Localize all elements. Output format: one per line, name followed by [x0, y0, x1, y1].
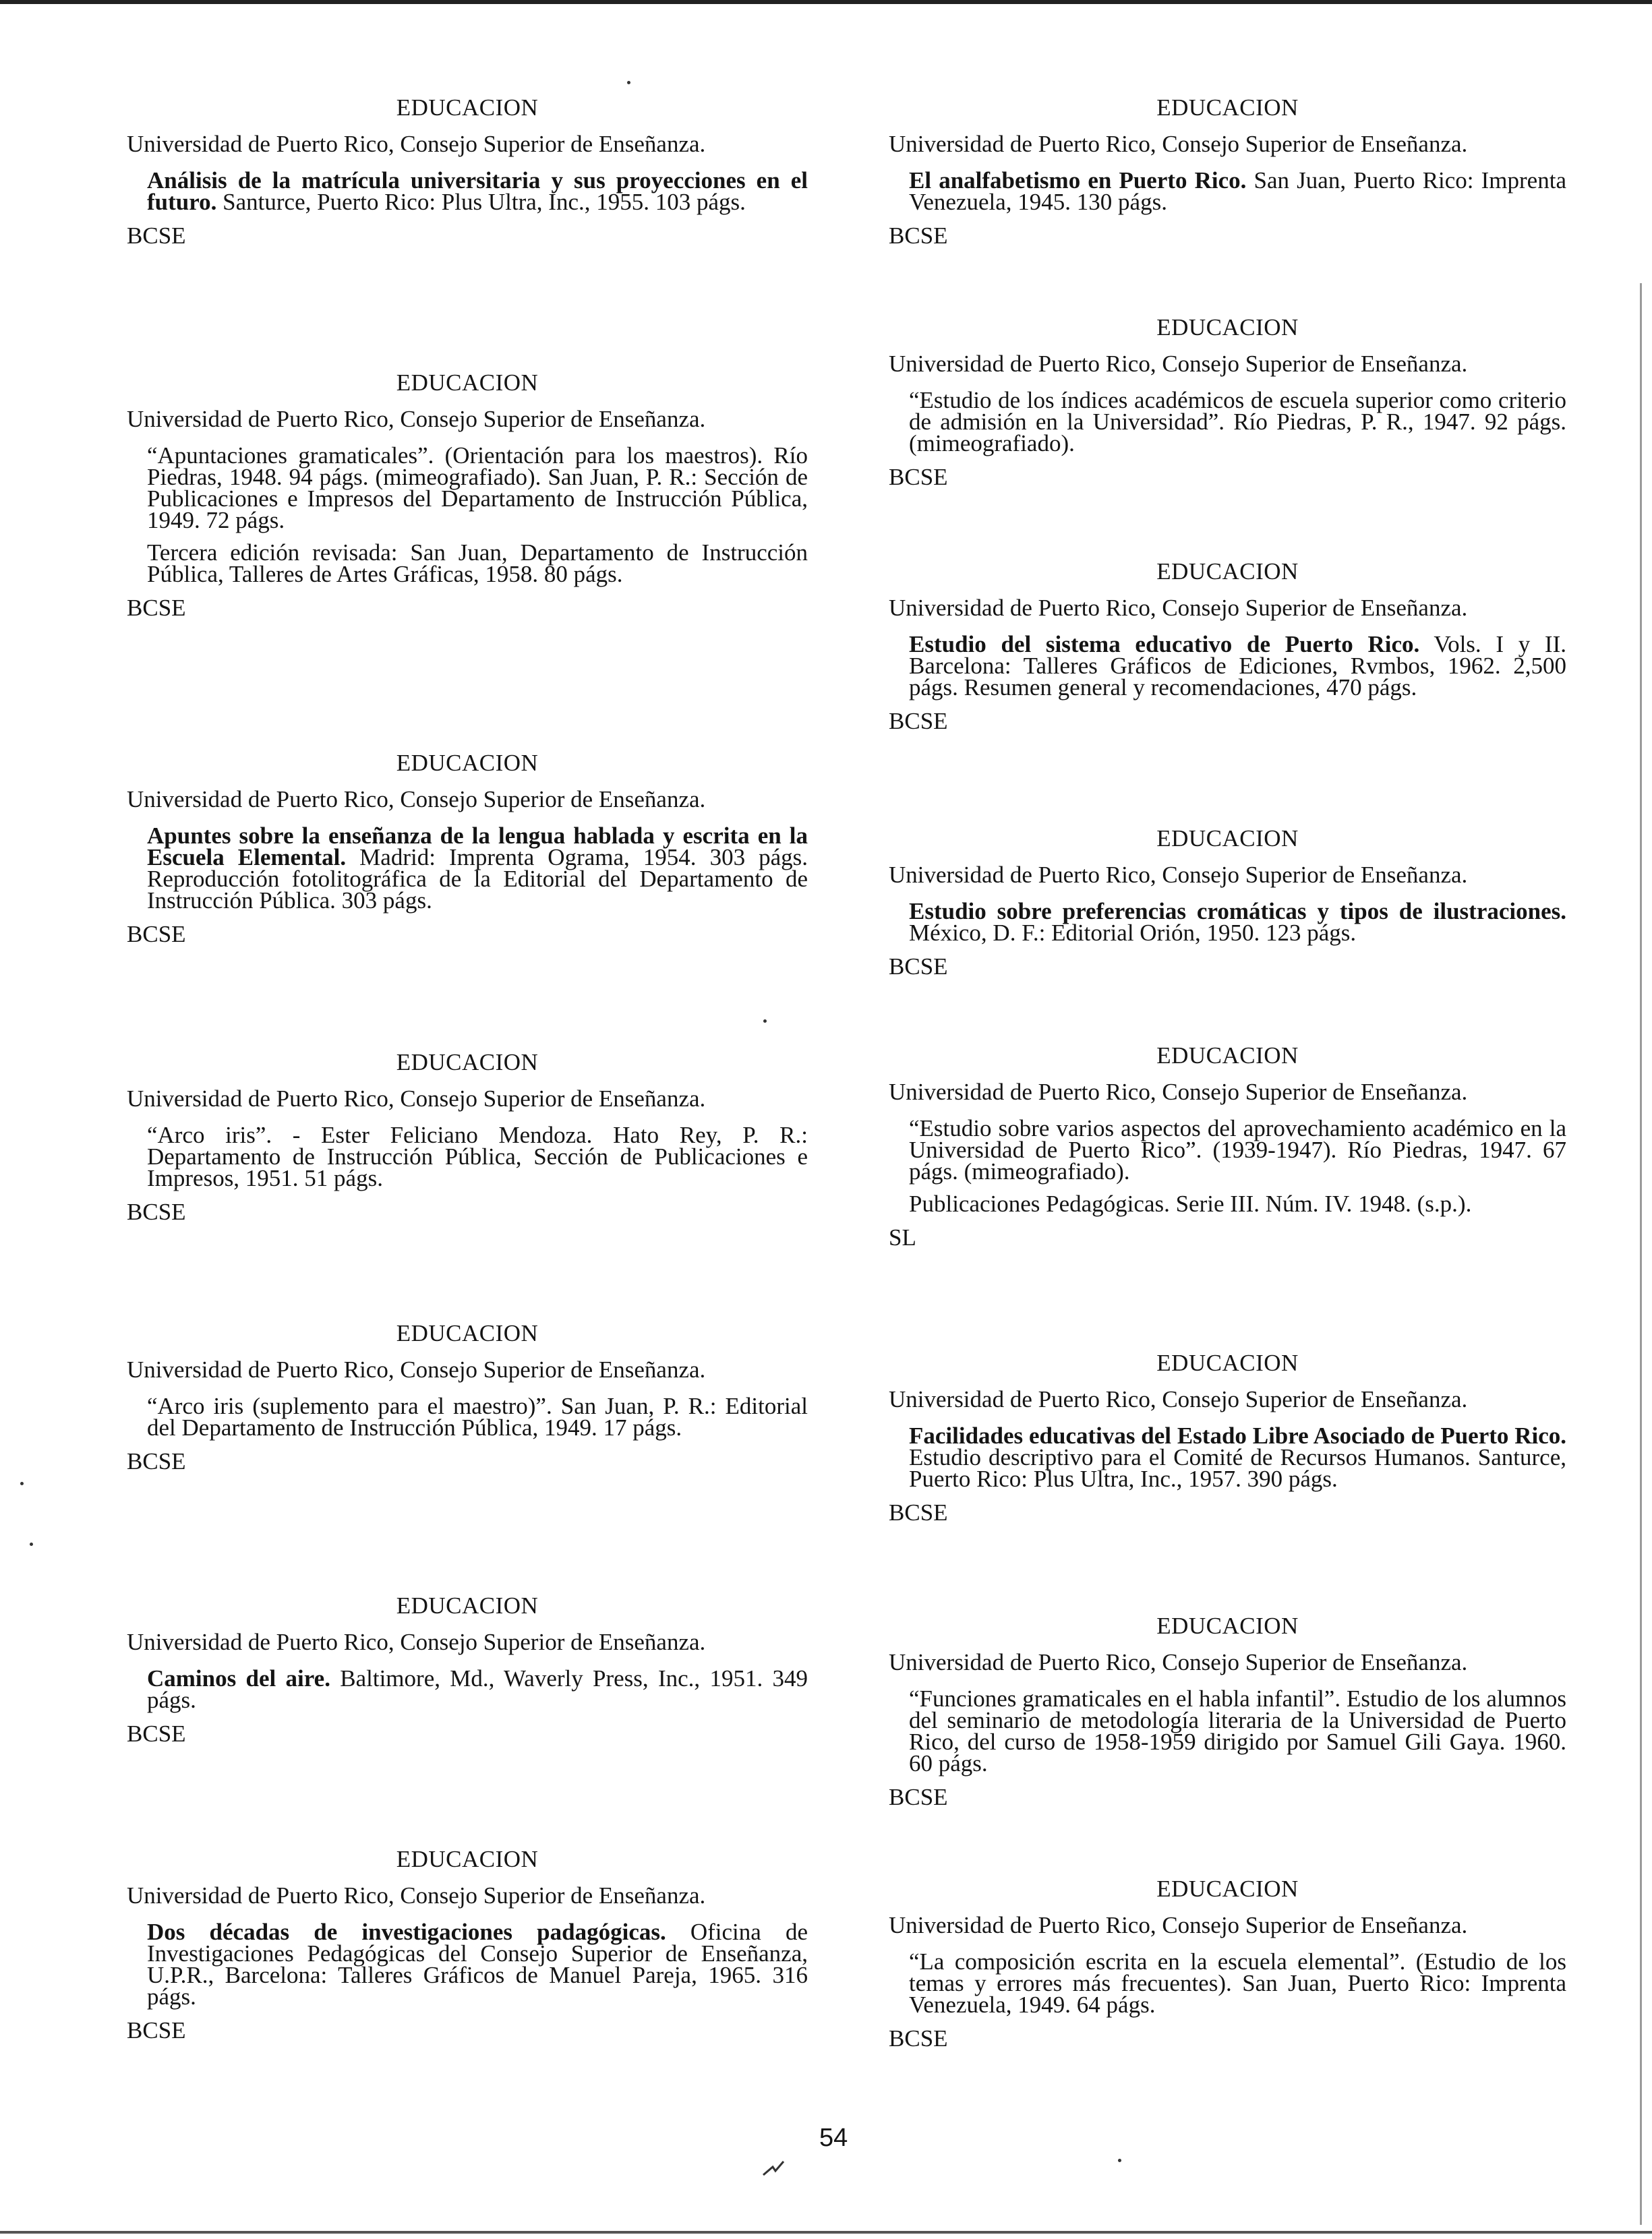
entry-heading: EDUCACION: [396, 94, 539, 121]
entry-title: Apuntes sobre la enseñanza de la lengua hablada y escrita en la Escuela Elemental.: [147, 823, 808, 870]
library-code: BCSE: [127, 2017, 186, 2043]
entry-publication-details: “Estudio de los índices académicos de escuela superior como criterio de admisión en la Universidad”. Río Piedras, P. R., 1947. 92 págs. (mimeografiado).: [909, 387, 1566, 456]
entry-heading: EDUCACION: [1156, 1613, 1299, 1639]
entry-author: Universidad de Puerto Rico, Consejo Superior de Enseñanza.: [127, 1882, 706, 1909]
entry-description: [909, 167, 1566, 215]
entry-publication-details: Madrid: Imprenta Ograma, 1954. 303 págs. Reproducción fotolitográfica de la Editorial del Departamento de Instrucción Pública. 303 págs.: [147, 844, 808, 914]
entry-description: [909, 1425, 1566, 1490]
bibliography-entry: [127, 94, 808, 248]
entry-description: [147, 1122, 808, 1191]
entry-author: Universidad de Puerto Rico, Consejo Superior de Enseñanza.: [889, 131, 1468, 157]
entry-author: Universidad de Puerto Rico, Consejo Superior de Enseñanza.: [889, 862, 1468, 888]
entry-description: [909, 1948, 1566, 2018]
library-code: BCSE: [127, 1721, 186, 1747]
entry-title: Análisis de la matrícula universitaria y sus proyecciones en el futuro.: [147, 167, 808, 215]
bibliography-entry: [889, 1042, 1566, 1250]
library-code: BCSE: [889, 1499, 948, 1526]
bibliography-entry: [127, 1846, 808, 2043]
scan-speck: [20, 1482, 24, 1485]
entry-publication-details: “Estudio sobre varios aspectos del aprovechamiento académico en la Universidad de Puerto Rico”. (1939-1947). Río Piedras, 1947. 67 págs. (mimeografiado).: [909, 1115, 1566, 1185]
entry-heading: EDUCACION: [1156, 825, 1299, 852]
entry-publication-details: “La composición escrita en la escuela elemental”. (Estudio de los temas y errores más frecuentes). San Juan, Puerto Rico: Imprenta Venezuela, 1949. 64 págs.: [909, 1948, 1566, 2018]
page-edge-shadow: [1640, 283, 1642, 2225]
bibliography-entry: [127, 1592, 808, 1746]
entry-title: Estudio sobre preferencias cromáticas y tipos de ilustraciones.: [909, 898, 1566, 924]
bibliography-entry: [127, 750, 808, 947]
entry-title: Estudio del sistema educativo de Puerto Rico.: [909, 631, 1420, 657]
library-code: BCSE: [889, 2025, 948, 2052]
bibliography-entry: [127, 369, 808, 620]
entry-author: Universidad de Puerto Rico, Consejo Superior de Enseñanza.: [889, 1386, 1468, 1412]
scan-speck: [30, 1543, 33, 1546]
entry-description: [909, 387, 1566, 456]
library-code: BCSE: [889, 222, 948, 249]
entry-publication-details: “Apuntaciones gramaticales”. (Orientación para los maestros). Río Piedras, 1948. 94 págs. (mimeografiado). San Juan, P. R.: Sección de Publicaciones e Impresos del Departamento de Instrucción Pública, 1949. 72 págs.: [147, 442, 808, 533]
entry-author: Universidad de Puerto Rico, Consejo Superior de Enseñanza.: [889, 1912, 1468, 1938]
entry-title: Caminos del aire.: [147, 1665, 330, 1692]
entry-publication-details: Estudio descriptivo para el Comité de Recursos Humanos. Santurce, Puerto Rico: Plus Ultra, Inc., 1957. 390 págs.: [909, 1444, 1566, 1492]
entry-title: Dos décadas de investigaciones padagógicas.: [147, 1919, 666, 1945]
entry-heading: EDUCACION: [396, 1320, 539, 1346]
entry-description: [147, 167, 808, 215]
entry-heading: EDUCACION: [1156, 94, 1299, 121]
entry-author: Universidad de Puerto Rico, Consejo Superior de Enseñanza.: [127, 406, 706, 432]
scan-speck: [627, 81, 630, 84]
entry-author: Universidad de Puerto Rico, Consejo Superior de Enseñanza.: [889, 1079, 1468, 1105]
entry-description: [909, 1685, 1566, 1777]
entry-description: [147, 1665, 808, 1713]
entry-edition-note: Publicaciones Pedagógicas. Serie III. Núm. IV. 1948. (s.p.).: [909, 1191, 1472, 1217]
entry-publication-details: “Arco iris (suplemento para el maestro)”. San Juan, P. R.: Editorial del Departamento de Instrucción Pública, 1949. 17 págs.: [147, 1393, 808, 1441]
entry-heading: EDUCACION: [396, 369, 539, 396]
entry-author: Universidad de Puerto Rico, Consejo Superior de Enseñanza.: [127, 1085, 706, 1112]
entry-author: Universidad de Puerto Rico, Consejo Superior de Enseñanza.: [127, 131, 706, 157]
bibliography-entry: [889, 1613, 1566, 1810]
entry-publication-details: Santurce, Puerto Rico: Plus Ultra, Inc., 1955. 103 págs.: [216, 189, 746, 215]
entry-publication-details: Oficina de Investigaciones Pedagógicas del Consejo Superior de Enseñanza, U.P.R., Barcelona: Talleres Gráficos de Manuel Pareja, 1965. 316 págs.: [147, 1919, 808, 2010]
library-code: BCSE: [127, 921, 186, 947]
bibliography-entry: [889, 825, 1566, 979]
entry-heading: EDUCACION: [1156, 1042, 1299, 1069]
bibliography-entry: [889, 94, 1566, 248]
bibliography-entry: [889, 1350, 1566, 1525]
bibliography-entry: [889, 558, 1566, 734]
library-code: BCSE: [889, 953, 948, 980]
scan-speck: [1118, 2159, 1121, 2162]
entry-description: [909, 898, 1566, 946]
entry-author: Universidad de Puerto Rico, Consejo Superior de Enseñanza.: [889, 1649, 1468, 1675]
entry-heading: EDUCACION: [396, 1592, 539, 1619]
entry-description: [909, 631, 1566, 700]
bibliography-entry: [127, 1320, 808, 1474]
library-code: BCSE: [889, 1784, 948, 1810]
entry-author: Universidad de Puerto Rico, Consejo Superior de Enseñanza.: [889, 351, 1468, 377]
entry-description: [147, 1393, 808, 1441]
entry-description: [909, 1115, 1566, 1185]
bibliography-entry: [127, 1049, 808, 1224]
entry-edition-note: Tercera edición revisada: San Juan, Departamento de Instrucción Pública, Talleres de Artes Gráficas, 1958. 80 págs.: [147, 539, 808, 587]
library-code: SL: [889, 1224, 916, 1251]
scan-speck: [763, 1019, 767, 1023]
entry-publication-details: San Juan, Puerto Rico: Imprenta Venezuela, 1945. 130 págs.: [909, 167, 1566, 215]
library-code: BCSE: [889, 708, 948, 734]
entry-heading: EDUCACION: [1156, 1350, 1299, 1376]
library-code: BCSE: [127, 1448, 186, 1474]
entry-heading: EDUCACION: [1156, 1876, 1299, 1902]
library-code: BCSE: [127, 222, 186, 249]
library-code: BCSE: [889, 464, 948, 490]
bibliography-entry: [889, 1876, 1566, 2051]
entry-description: [147, 442, 808, 533]
ink-mark-icon: [761, 2157, 788, 2178]
bibliography-entry: [889, 314, 1566, 489]
entry-title: Facilidades educativas del Estado Libre Asociado de Puerto Rico.: [909, 1423, 1566, 1449]
entry-publication-details: Baltimore, Md., Waverly Press, Inc., 1951. 349 págs.: [147, 1665, 808, 1713]
entry-publication-details: Vols. I y II. Barcelona: Talleres Gráficos de Ediciones, Rvmbos, 1962. 2,500 págs. Resumen general y recomendaciones, 470 págs.: [909, 631, 1566, 700]
bottom-rule: [0, 2231, 1652, 2234]
entry-publication-details: “Funciones gramaticales en el habla infantil”. Estudio de los alumnos del seminario de metodología literaria de la Universidad de Puerto Rico, del curso de 1958-1959 dirigido por Samuel Gili Gaya. 1960. 60 págs.: [909, 1685, 1566, 1777]
entry-author: Universidad de Puerto Rico, Consejo Superior de Enseñanza.: [127, 786, 706, 812]
entry-heading: EDUCACION: [396, 750, 539, 776]
entry-publication-details: “Arco iris”. - Ester Feliciano Mendoza. Hato Rey, P. R.: Departamento de Instrucción Pública, Sección de Publicaciones e Impresos, 1951. 51 págs.: [147, 1122, 808, 1191]
entry-author: Universidad de Puerto Rico, Consejo Superior de Enseñanza.: [889, 595, 1468, 621]
entry-heading: EDUCACION: [396, 1049, 539, 1075]
page-number: 54: [819, 2124, 848, 2152]
entry-description: [147, 825, 808, 912]
top-rule: [0, 0, 1652, 4]
entry-publication-details: México, D. F.: Editorial Orión, 1950. 123 págs.: [909, 920, 1357, 946]
entry-heading: EDUCACION: [396, 1846, 539, 1872]
entry-author: Universidad de Puerto Rico, Consejo Superior de Enseñanza.: [127, 1629, 706, 1655]
entry-heading: EDUCACION: [1156, 558, 1299, 585]
entry-author: Universidad de Puerto Rico, Consejo Superior de Enseñanza.: [127, 1356, 706, 1383]
entry-heading: EDUCACION: [1156, 314, 1299, 340]
library-code: BCSE: [127, 595, 186, 621]
entry-title: El analfabetismo en Puerto Rico.: [909, 167, 1247, 193]
entry-description: [147, 1921, 808, 2008]
library-code: BCSE: [127, 1199, 186, 1225]
